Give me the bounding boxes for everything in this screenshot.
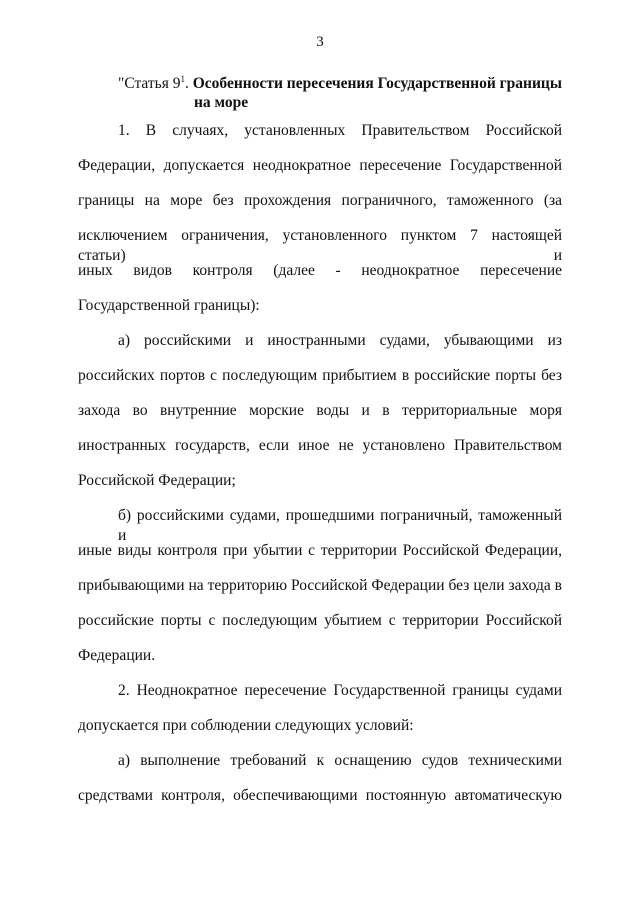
text-line: иных видов контроля (далее - неоднократное пересечение <box>78 262 562 279</box>
text-line: 1. В случаях, установленных Правительством Российской <box>118 122 562 139</box>
text-line: Государственной границы): <box>78 297 260 314</box>
text-line: Российской Федерации; <box>78 472 236 489</box>
text-line: иностранных государств, если иное не установлено Правительством <box>78 437 562 454</box>
text-line: прибывающими на территорию Российской Федерации без цели захода в <box>78 577 562 594</box>
text-line: захода во внутренние морские воды и в территориальные моря <box>78 402 562 419</box>
text-line: средствами контроля, обеспечивающими постоянную автоматическую <box>78 787 562 804</box>
text-line: а) российскими и иностранными судами, убывающими из <box>118 332 562 349</box>
text-line: российские порты с последующим убытием с территории Российской <box>78 612 562 629</box>
text-line: 2. Неоднократное пересечение Государственной границы судами <box>118 682 562 699</box>
text-line: допускается при соблюдении следующих условий: <box>78 717 414 734</box>
text-line: Федерации, допускается неоднократное пересечение Государственной <box>78 157 562 174</box>
text-line: Федерации. <box>78 647 156 664</box>
article-superscript: 1 <box>180 73 185 84</box>
article-heading-line2: на море <box>194 94 249 111</box>
text-line: исключением ограничения, установленного пунктом 7 настоящей статьи) и <box>78 227 562 264</box>
article-heading-line1: Особенности пересечения Государственной границы <box>192 75 562 92</box>
text-line: российских портов с последующим прибытием в российские порты без <box>78 367 562 384</box>
article-prefix: "Статья 9 <box>118 75 181 92</box>
article-dot: . <box>185 75 193 92</box>
text-line: б) российскими судами, прошедшими пограничный, таможенный и <box>118 507 562 544</box>
page-number: 3 <box>316 34 324 50</box>
text-line: иные виды контроля при убытии с территории Российской Федерации, <box>78 542 562 559</box>
text-line: границы на море без прохождения пограничного, таможенного (за <box>78 192 562 209</box>
article-title <box>118 74 588 112</box>
text-line: а) выполнение требований к оснащению судов техническими <box>118 752 562 769</box>
